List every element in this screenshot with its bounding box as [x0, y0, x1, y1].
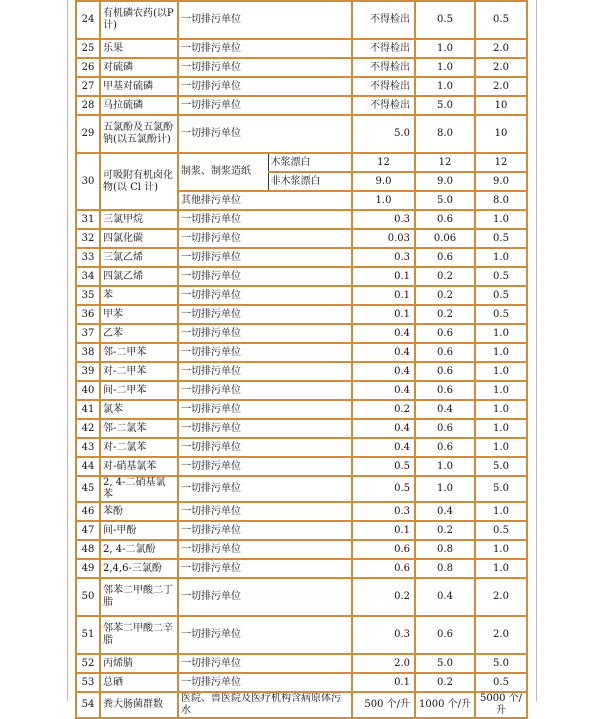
grade2-limit: 0.6 [415, 419, 475, 438]
grade2-limit: 5.0 [415, 654, 475, 673]
applicable-unit: 一切排污单位 [178, 521, 352, 540]
grade1-limit: 0.4 [352, 381, 415, 400]
table-row [76, 115, 527, 153]
pollutant-limits-table [75, 0, 528, 719]
applicable-unit: 一切排污单位 [178, 673, 352, 692]
row-number: 47 [76, 521, 100, 540]
row-number: 35 [76, 286, 100, 305]
grade2-limit: 0.8 [415, 559, 475, 578]
row-number: 29 [76, 115, 100, 153]
row-number: 48 [76, 540, 100, 559]
pollutant-name: 总硒 [100, 673, 178, 692]
grade1-limit: 0.6 [352, 540, 415, 559]
grade2-limit: 0.6 [415, 362, 475, 381]
applicable-unit: 一切排污单位 [178, 77, 352, 96]
table-row [76, 229, 527, 248]
table-row [76, 362, 527, 381]
grade1-limit: 0.5 [352, 457, 415, 476]
grade3-limit: 0.5 [475, 1, 527, 39]
row-number: 52 [76, 654, 100, 673]
row-number: 34 [76, 267, 100, 286]
row-number: 27 [76, 77, 100, 96]
applicable-unit-group: 制浆、制浆造纸 [178, 153, 268, 191]
applicable-unit: 一切排污单位 [178, 616, 352, 654]
pollutant-name: 粪大肠菌群数 [100, 692, 178, 718]
table-row [76, 324, 527, 343]
grade3-limit: 10 [475, 115, 527, 153]
grade1-limit: 0.2 [352, 400, 415, 419]
row-number: 24 [76, 1, 100, 39]
row-number: 42 [76, 419, 100, 438]
grade3-limit: 0.5 [475, 521, 527, 540]
grade2-limit: 0.6 [415, 210, 475, 229]
applicable-unit: 一切排污单位 [178, 248, 352, 267]
applicable-unit: 一切排污单位 [178, 502, 352, 521]
table-row [76, 654, 527, 673]
pollutant-name: 四氯化碳 [100, 229, 178, 248]
grade3-limit: 5.0 [475, 457, 527, 476]
table-row [76, 305, 527, 324]
grade1-limit: 0.3 [352, 210, 415, 229]
pollutant-name: 甲苯 [100, 305, 178, 324]
row-number: 43 [76, 438, 100, 457]
pollutant-name: 对-硝基氯苯 [100, 457, 178, 476]
grade2-limit: 0.5 [415, 1, 475, 39]
table-row [76, 267, 527, 286]
grade2-limit: 1.0 [415, 457, 475, 476]
grade2-limit: 0.8 [415, 540, 475, 559]
table-row [76, 286, 527, 305]
pollutant-name: 丙烯腈 [100, 654, 178, 673]
pollutant-name: 苯 [100, 286, 178, 305]
applicable-unit: 一切排污单位 [178, 115, 352, 153]
applicable-unit: 一切排污单位 [178, 559, 352, 578]
grade2-limit: 0.6 [415, 616, 475, 654]
grade3-limit: 12 [475, 153, 527, 172]
grade2-limit: 0.2 [415, 286, 475, 305]
grade2-limit: 0.6 [415, 324, 475, 343]
applicable-unit: 一切排污单位 [178, 1, 352, 39]
row-number: 36 [76, 305, 100, 324]
row-number: 33 [76, 248, 100, 267]
grade1-limit: 不得检出 [352, 39, 415, 58]
pollutant-name: 对-二氯苯 [100, 438, 178, 457]
applicable-unit: 其他排污单位 [178, 191, 352, 210]
row-number: 39 [76, 362, 100, 381]
pollutant-name: 三氯甲烷 [100, 210, 178, 229]
table-row [76, 248, 527, 267]
grade1-limit: 12 [352, 153, 415, 172]
table-row [76, 96, 527, 115]
grade3-limit: 1.0 [475, 400, 527, 419]
row-number: 51 [76, 616, 100, 654]
pollutant-name: 三氯乙烯 [100, 248, 178, 267]
grade3-limit: 2.0 [475, 616, 527, 654]
applicable-unit: 一切排污单位 [178, 343, 352, 362]
grade3-limit: 5.0 [475, 654, 527, 673]
grade1-limit: 0.4 [352, 419, 415, 438]
grade3-limit: 1.0 [475, 362, 527, 381]
table-row [76, 343, 527, 362]
grade1-limit: 5.0 [352, 115, 415, 153]
grade1-limit: 0.4 [352, 362, 415, 381]
table-row [76, 438, 527, 457]
table-row [76, 559, 527, 578]
pollutant-name: 甲基对硫磷 [100, 77, 178, 96]
grade3-limit: 1.0 [475, 438, 527, 457]
grade2-limit: 0.06 [415, 229, 475, 248]
grade1-limit: 0.2 [352, 578, 415, 616]
applicable-unit: 医院、兽医院及医疗机构含病原体污水 [178, 692, 352, 718]
grade2-limit: 0.4 [415, 400, 475, 419]
pollutant-name: 五氯酚及五氯酚钠(以五氯酚计) [100, 115, 178, 153]
grade3-limit: 1.0 [475, 381, 527, 400]
grade1-limit: 9.0 [352, 172, 415, 191]
grade1-limit: 0.03 [352, 229, 415, 248]
grade1-limit: 1.0 [352, 191, 415, 210]
table-row [76, 153, 527, 172]
pollutant-name: 可吸附有机卤化物(以 Cl 计) [100, 153, 178, 210]
applicable-unit: 一切排污单位 [178, 578, 352, 616]
pollutant-name: 有机磷农药(以P计) [100, 1, 178, 39]
grade2-limit: 1.0 [415, 39, 475, 58]
row-number: 45 [76, 476, 100, 502]
table-row [76, 502, 527, 521]
pollutant-name: 对-二甲苯 [100, 362, 178, 381]
applicable-subunit: 非木浆漂白 [268, 172, 352, 191]
grade3-limit: 1.0 [475, 210, 527, 229]
pollutant-name: 邻-二甲苯 [100, 343, 178, 362]
grade3-limit: 5000 个/升 [475, 692, 527, 718]
pollutant-name: 马拉硫磷 [100, 96, 178, 115]
grade3-limit: 8.0 [475, 191, 527, 210]
grade1-limit: 0.1 [352, 521, 415, 540]
table-row [76, 616, 527, 654]
grade3-limit: 1.0 [475, 248, 527, 267]
grade3-limit: 2.0 [475, 578, 527, 616]
grade1-limit: 不得检出 [352, 77, 415, 96]
table-row [76, 58, 527, 77]
grade2-limit: 1.0 [415, 58, 475, 77]
row-number: 25 [76, 39, 100, 58]
grade3-limit: 9.0 [475, 172, 527, 191]
applicable-unit: 一切排污单位 [178, 362, 352, 381]
grade2-limit: 12 [415, 153, 475, 172]
grade3-limit: 5.0 [475, 476, 527, 502]
grade1-limit: 0.4 [352, 438, 415, 457]
page-guide-left [67, 0, 68, 701]
pollutant-name: 2,4,6-三氯酚 [100, 559, 178, 578]
table-row [76, 77, 527, 96]
applicable-unit: 一切排污单位 [178, 96, 352, 115]
grade2-limit: 0.2 [415, 305, 475, 324]
table-row [76, 457, 527, 476]
grade3-limit: 1.0 [475, 502, 527, 521]
grade2-limit: 5.0 [415, 96, 475, 115]
pollutant-name: 乐果 [100, 39, 178, 58]
page-guide-right [536, 0, 537, 701]
row-number: 26 [76, 58, 100, 77]
grade1-limit: 不得检出 [352, 58, 415, 77]
table-row [76, 692, 527, 718]
grade2-limit: 0.6 [415, 343, 475, 362]
row-number: 54 [76, 692, 100, 718]
grade2-limit: 8.0 [415, 115, 475, 153]
grade2-limit: 0.2 [415, 267, 475, 286]
grade2-limit: 0.4 [415, 502, 475, 521]
applicable-unit: 一切排污单位 [178, 400, 352, 419]
applicable-unit: 一切排污单位 [178, 324, 352, 343]
row-number: 44 [76, 457, 100, 476]
grade1-limit: 2.0 [352, 654, 415, 673]
applicable-unit: 一切排污单位 [178, 540, 352, 559]
pollutant-name: 邻-二氯苯 [100, 419, 178, 438]
grade3-limit: 0.5 [475, 305, 527, 324]
grade3-limit: 2.0 [475, 77, 527, 96]
table-row [76, 39, 527, 58]
grade3-limit: 1.0 [475, 343, 527, 362]
applicable-unit: 一切排污单位 [178, 229, 352, 248]
grade3-limit: 1.0 [475, 324, 527, 343]
applicable-unit: 一切排污单位 [178, 438, 352, 457]
table-row [76, 210, 527, 229]
applicable-unit: 一切排污单位 [178, 39, 352, 58]
pollutant-name: 氯苯 [100, 400, 178, 419]
grade3-limit: 2.0 [475, 39, 527, 58]
pollutant-name: 苯酚 [100, 502, 178, 521]
pollutant-name: 间-甲酚 [100, 521, 178, 540]
grade1-limit: 不得检出 [352, 96, 415, 115]
grade2-limit: 1000 个/升 [415, 692, 475, 718]
table-row [76, 578, 527, 616]
pollutant-name: 邻苯二甲酸二辛脂 [100, 616, 178, 654]
grade1-limit: 0.1 [352, 286, 415, 305]
table-row [76, 521, 527, 540]
applicable-unit: 一切排污单位 [178, 457, 352, 476]
applicable-unit: 一切排污单位 [178, 58, 352, 77]
grade1-limit: 0.3 [352, 502, 415, 521]
grade1-limit: 0.3 [352, 248, 415, 267]
pollutant-name: 2, 4-二氯酚 [100, 540, 178, 559]
table-row [76, 476, 527, 502]
grade3-limit: 0.5 [475, 673, 527, 692]
pollutant-name: 邻苯二甲酸二丁脂 [100, 578, 178, 616]
applicable-unit: 一切排污单位 [178, 381, 352, 400]
grade2-limit: 0.4 [415, 578, 475, 616]
grade1-limit: 0.6 [352, 559, 415, 578]
applicable-subunit: 木浆漂白 [268, 153, 352, 172]
table-row [76, 540, 527, 559]
table-row [76, 419, 527, 438]
grade2-limit: 9.0 [415, 172, 475, 191]
grade1-limit: 0.1 [352, 305, 415, 324]
row-number: 37 [76, 324, 100, 343]
grade1-limit: 0.3 [352, 616, 415, 654]
applicable-unit: 一切排污单位 [178, 654, 352, 673]
grade3-limit: 0.5 [475, 229, 527, 248]
grade3-limit: 1.0 [475, 559, 527, 578]
applicable-unit: 一切排污单位 [178, 267, 352, 286]
pollutant-name: 四氯乙烯 [100, 267, 178, 286]
grade2-limit: 0.6 [415, 248, 475, 267]
grade3-limit: 10 [475, 96, 527, 115]
applicable-unit: 一切排污单位 [178, 210, 352, 229]
grade1-limit: 0.1 [352, 673, 415, 692]
grade2-limit: 0.6 [415, 381, 475, 400]
grade2-limit: 1.0 [415, 77, 475, 96]
grade1-limit: 不得检出 [352, 1, 415, 39]
grade2-limit: 0.2 [415, 521, 475, 540]
grade2-limit: 0.2 [415, 673, 475, 692]
grade1-limit: 0.1 [352, 267, 415, 286]
row-number: 38 [76, 343, 100, 362]
row-number: 53 [76, 673, 100, 692]
grade3-limit: 2.0 [475, 58, 527, 77]
grade2-limit: 1.0 [415, 476, 475, 502]
grade1-limit: 0.4 [352, 343, 415, 362]
row-number: 49 [76, 559, 100, 578]
applicable-unit: 一切排污单位 [178, 305, 352, 324]
applicable-unit: 一切排污单位 [178, 419, 352, 438]
grade3-limit: 0.5 [475, 286, 527, 305]
grade2-limit: 0.6 [415, 438, 475, 457]
grade3-limit: 0.5 [475, 267, 527, 286]
row-number: 32 [76, 229, 100, 248]
table-row [76, 400, 527, 419]
row-number: 30 [76, 153, 100, 210]
pollutant-name: 2, 4-二硝基氯苯 [100, 476, 178, 502]
grade3-limit: 1.0 [475, 540, 527, 559]
applicable-unit: 一切排污单位 [178, 476, 352, 502]
pollutant-name: 间-二甲苯 [100, 381, 178, 400]
row-number: 40 [76, 381, 100, 400]
row-number: 41 [76, 400, 100, 419]
row-number: 31 [76, 210, 100, 229]
row-number: 46 [76, 502, 100, 521]
grade1-limit: 0.5 [352, 476, 415, 502]
table-row [76, 1, 527, 39]
pollutant-name: 乙苯 [100, 324, 178, 343]
row-number: 50 [76, 578, 100, 616]
grade1-limit: 0.4 [352, 324, 415, 343]
table-row [76, 673, 527, 692]
table-row [76, 381, 527, 400]
row-number: 28 [76, 96, 100, 115]
grade2-limit: 5.0 [415, 191, 475, 210]
grade1-limit: 500 个/升 [352, 692, 415, 718]
applicable-unit: 一切排污单位 [178, 286, 352, 305]
grade3-limit: 1.0 [475, 419, 527, 438]
pollutant-name: 对硫磷 [100, 58, 178, 77]
